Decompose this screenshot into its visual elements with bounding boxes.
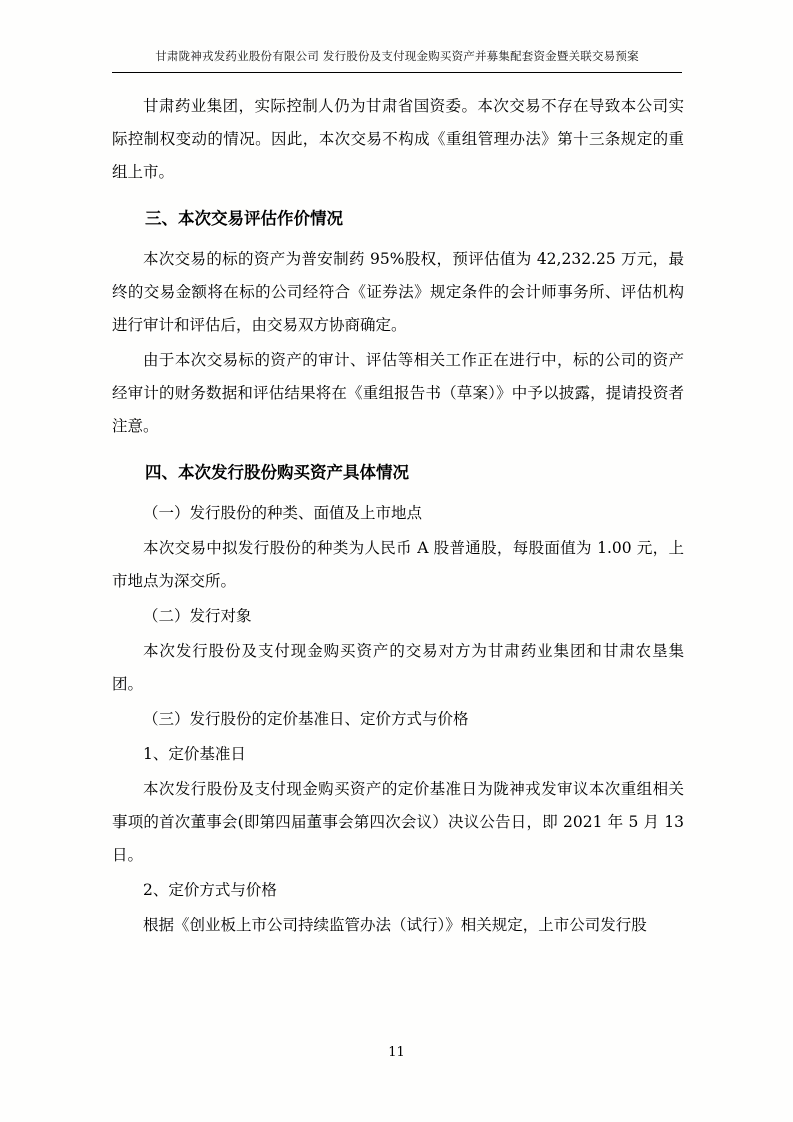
- page-number: 11: [388, 1045, 405, 1060]
- page-header: 甘肃陇神戎发药业股份有限公司 发行股份及支付现金购买资产并募集配套资金暨关联交易预案: [155, 49, 639, 63]
- heading-section-4: 四、本次发行股份购买资产具体情况: [145, 463, 409, 482]
- page-content: [112, 90, 684, 944]
- heading-section-3: 三、本次交易评估作价情况: [145, 209, 343, 228]
- subheading-3: （三）发行股份的定价基准日、定价方式与价格: [143, 710, 469, 728]
- header-divider: [112, 72, 682, 73]
- subheading-2: （二）发行对象: [143, 607, 252, 625]
- paragraph-5: 本次发行股份及支付现金购买资产的交易对方为甘肃药业集团和甘肃农垦集团。: [112, 642, 684, 693]
- paragraph-6: 本次发行股份及支付现金购买资产的定价基准日为陇神戎发审议本次重组相关事项的首次董事会(即第四届董事会第四次会议）决议公告日，即 2021 年 5 月 13 日。: [112, 780, 684, 864]
- paragraph-2: 本次交易的标的资产为普安制药 95%股权，预评估值为 42,232.25 万元，最终的交易金额将在标的公司经符合《证券法》规定条件的会计师事务所、评估机构进行审计和评估后，由交易双方协商确定。: [112, 250, 684, 334]
- paragraph-1: 甘肃药业集团，实际控制人仍为甘肃省国资委。本次交易不存在导致本公司实际控制权变动的情况。因此，本次交易不构成《重组管理办法》第十三条规定的重组上市。: [112, 97, 684, 181]
- paragraph-3: 由于本次交易标的资产的审计、评估等相关工作正在进行中，标的公司的资产经审计的财务数据和评估结果将在《重组报告书（草案）》中予以披露，提请投资者注意。: [112, 351, 684, 435]
- paragraph-7: 根据《创业板上市公司持续监管办法（试行）》相关规定，上市公司发行股: [143, 916, 647, 934]
- subheading-3-1: 1、定价基准日: [143, 745, 246, 763]
- subheading-1: （一）发行股份的种类、面值及上市地点: [143, 504, 423, 522]
- subheading-3-2: 2、定价方式与价格: [143, 881, 277, 899]
- paragraph-4: 本次交易中拟发行股份的种类为人民币 A 股普通股，每股面值为 1.00 元，上市地点为深交所。: [112, 539, 684, 590]
